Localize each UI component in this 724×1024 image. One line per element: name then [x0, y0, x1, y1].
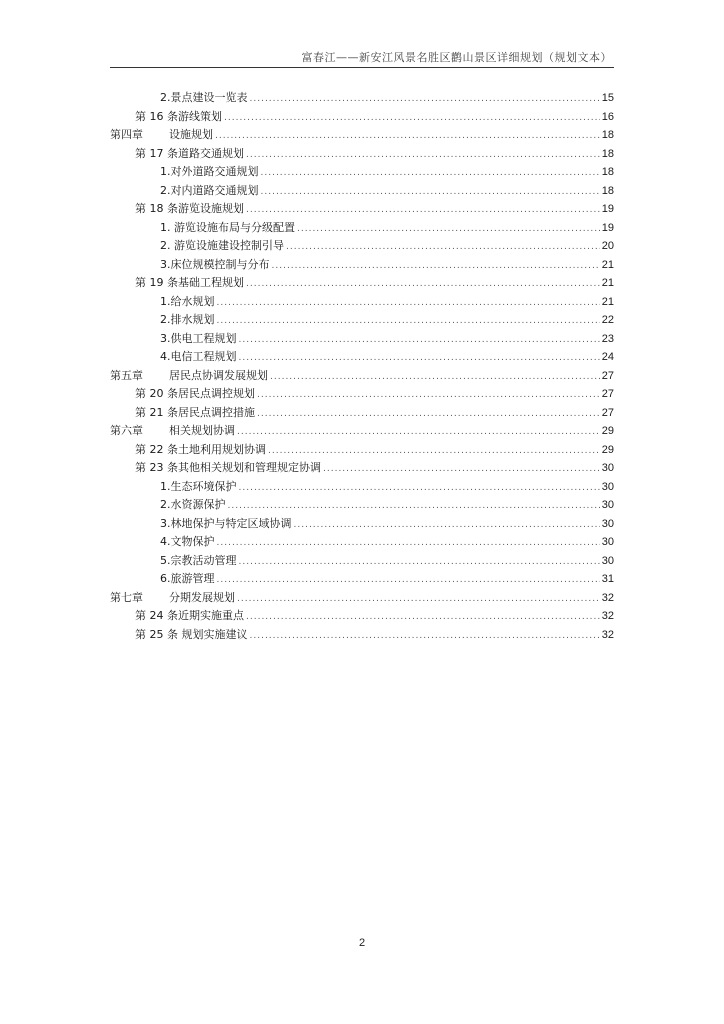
toc-chapter-title: 相关规划协调 [169, 424, 235, 437]
dot-leader [250, 627, 600, 646]
toc-entry-number: 第 17 条道路交通规划 [135, 146, 244, 160]
toc-entry-number: 第六章 [110, 424, 143, 437]
toc-entry-label [110, 274, 246, 293]
dot-leader [246, 201, 600, 220]
toc-page-number: 30 [601, 499, 614, 511]
toc-entry-label [110, 293, 217, 312]
toc-entry-number: 5.宗教活动管理 [160, 553, 237, 567]
toc-page-number: 23 [601, 332, 614, 345]
toc-entry[interactable] [110, 496, 614, 515]
toc-page-number: 18 [601, 166, 614, 178]
toc-entry-label [110, 570, 217, 589]
toc-entry[interactable] [110, 274, 614, 293]
toc-page-number: 27 [601, 406, 614, 419]
toc-page-number: 18 [601, 129, 614, 141]
toc-entry-label [110, 607, 246, 626]
toc-entry-number: 第七章 [110, 590, 143, 604]
toc-entry[interactable] [110, 552, 614, 571]
header-rule [110, 67, 614, 68]
toc-page-number: 21 [601, 295, 614, 308]
toc-page-number: 30 [601, 462, 614, 474]
toc-chapter-title: 设施规划 [169, 128, 213, 141]
toc-entry-number: 2.水资源保护 [160, 498, 226, 511]
dot-leader [237, 423, 600, 442]
dot-leader [217, 294, 600, 313]
toc-entry-label [110, 330, 239, 349]
dot-leader [224, 109, 600, 128]
toc-page-number: 30 [601, 517, 614, 530]
dot-leader [215, 127, 600, 146]
dot-leader [250, 90, 600, 109]
toc-entry-number: 2.景点建设一览表 [160, 91, 248, 104]
toc-page-number: 27 [601, 369, 614, 382]
toc-entry-number: 第 19 条基础工程规划 [135, 276, 244, 289]
dot-leader [246, 608, 600, 627]
toc-page-number: 18 [601, 147, 614, 160]
toc-page-number: 30 [601, 554, 614, 567]
dot-leader [246, 146, 600, 165]
toc-entry-label [110, 163, 261, 182]
toc-entry[interactable] [110, 607, 614, 626]
toc-page-number: 24 [601, 351, 614, 363]
toc-page-number: 29 [601, 425, 614, 437]
toc-entry-number: 第四章 [110, 128, 143, 141]
toc-entry[interactable] [110, 256, 614, 275]
dot-leader [217, 571, 600, 590]
toc-page-number: 21 [601, 277, 614, 289]
toc-entry[interactable] [110, 145, 614, 164]
dot-leader [257, 386, 600, 405]
toc-entry[interactable] [110, 330, 614, 349]
dot-leader [261, 183, 600, 202]
toc-page-number: 32 [601, 628, 614, 641]
toc-entry-number: 第 24 条近期实施重点 [135, 609, 244, 622]
toc-entry-label [110, 237, 286, 256]
toc-entry-label [110, 311, 217, 330]
toc-entry-number: 第 23 条其他相关规划和管理规定协调 [135, 461, 321, 474]
dot-leader [272, 257, 600, 276]
toc-entry-number: 第 16 条游线策划 [135, 109, 222, 123]
dot-leader [217, 312, 600, 331]
toc-entry[interactable] [110, 367, 614, 386]
toc-entry-number: 1.给水规划 [160, 294, 215, 308]
toc-entry-label [110, 200, 246, 219]
toc-entry-label [110, 589, 237, 608]
toc-entry-number: 1.生态环境保护 [160, 479, 237, 493]
running-header: 富春江——新安江风景名胜区鹳山景区详细规划（规划文本） [301, 51, 612, 64]
dot-leader [239, 331, 600, 350]
toc-page-number: 19 [601, 203, 614, 215]
dot-leader [270, 368, 600, 387]
toc-entry-label [110, 496, 228, 515]
toc-page-number: 31 [601, 573, 614, 585]
toc-entry-label [110, 145, 246, 164]
toc-entry-number: 第 21 条居民点调控措施 [135, 405, 255, 419]
toc-entry[interactable] [110, 89, 614, 108]
toc-page-number: 21 [601, 258, 614, 271]
toc-entry-label [110, 367, 270, 386]
toc-page-number: 32 [601, 610, 614, 622]
dot-leader [261, 164, 600, 183]
dot-leader [297, 220, 600, 239]
toc-entry-number: 3.床位规模控制与分布 [160, 257, 270, 271]
table-of-contents [110, 89, 614, 644]
toc-entry[interactable] [110, 182, 614, 201]
toc-page-number: 15 [601, 92, 614, 104]
toc-entry-label [110, 478, 239, 497]
page-number: 2 [358, 937, 366, 949]
toc-entry-number: 3.林地保护与特定区域协调 [160, 516, 292, 530]
toc-entry[interactable] [110, 533, 614, 552]
toc-entry-label [110, 182, 261, 201]
toc-entry-label [110, 459, 323, 478]
dot-leader [294, 516, 600, 535]
toc-chapter-title: 居民点协调发展规划 [169, 368, 268, 382]
toc-entry[interactable] [110, 237, 614, 256]
toc-page-number: 19 [601, 221, 614, 234]
toc-entry-number: 第五章 [110, 368, 143, 382]
toc-entry[interactable] [110, 459, 614, 478]
dot-leader [239, 479, 600, 498]
toc-entry[interactable] [110, 219, 614, 238]
dot-leader [268, 442, 600, 461]
toc-page-number: 32 [601, 591, 614, 604]
toc-entry[interactable] [110, 385, 614, 404]
dot-leader [228, 497, 600, 516]
toc-page-number: 20 [601, 240, 614, 252]
toc-entry-label [110, 385, 257, 404]
toc-entry[interactable] [110, 163, 614, 182]
toc-entry-label [110, 441, 268, 460]
toc-entry-number: 1. 游览设施布局与分级配置 [160, 220, 295, 234]
toc-page-number: 16 [601, 110, 614, 123]
toc-page-number: 27 [601, 388, 614, 400]
toc-page-number: 29 [601, 443, 614, 456]
dot-leader [217, 534, 600, 553]
toc-entry-label [110, 256, 272, 275]
toc-entry-number: 6.旅游管理 [160, 572, 215, 585]
toc-entry-label [110, 219, 297, 238]
toc-entry-label [110, 515, 294, 534]
toc-entry-number: 第 20 条居民点调控规划 [135, 387, 255, 400]
dot-leader [239, 349, 600, 368]
toc-entry[interactable] [110, 478, 614, 497]
toc-entry[interactable] [110, 589, 614, 608]
toc-entry-label [110, 404, 257, 423]
toc-entry[interactable] [110, 626, 614, 645]
toc-entry-number: 1.对外道路交通规划 [160, 165, 259, 178]
toc-entry-label [110, 533, 217, 552]
dot-leader [239, 553, 600, 572]
toc-chapter-title: 分期发展规划 [169, 590, 235, 604]
toc-entry[interactable] [110, 404, 614, 423]
toc-entry[interactable] [110, 348, 614, 367]
dot-leader [286, 238, 600, 257]
toc-entry-number: 2.排水规划 [160, 313, 215, 326]
dot-leader [237, 590, 600, 609]
toc-entry[interactable] [110, 108, 614, 127]
toc-entry[interactable] [110, 293, 614, 312]
toc-entry-label [110, 348, 239, 367]
toc-entry[interactable] [110, 441, 614, 460]
toc-entry-number: 3.供电工程规划 [160, 331, 237, 345]
toc-page-number: 30 [601, 480, 614, 493]
toc-page-number: 30 [601, 536, 614, 548]
toc-entry-number: 第 25 条 规划实施建议 [135, 627, 248, 641]
toc-entry-label [110, 89, 250, 108]
toc-entry-number: 2. 游览设施建设控制引导 [160, 239, 284, 252]
toc-page-number: 22 [601, 314, 614, 326]
dot-leader [246, 275, 600, 294]
toc-entry-number: 4.电信工程规划 [160, 350, 237, 363]
toc-entry-label [110, 626, 250, 645]
toc-entry-label [110, 108, 224, 127]
toc-entry[interactable] [110, 515, 614, 534]
toc-entry-number: 4.文物保护 [160, 535, 215, 548]
dot-leader [323, 460, 600, 479]
toc-page-number: 18 [601, 184, 614, 197]
toc-entry[interactable] [110, 422, 614, 441]
toc-entry[interactable] [110, 311, 614, 330]
toc-entry-number: 第 18 条游览设施规划 [135, 202, 244, 215]
toc-entry-label [110, 552, 239, 571]
toc-entry-label [110, 422, 237, 441]
toc-entry[interactable] [110, 126, 614, 145]
dot-leader [257, 405, 600, 424]
toc-entry[interactable] [110, 200, 614, 219]
toc-entry-number: 第 22 条土地利用规划协调 [135, 442, 266, 456]
toc-entry-number: 2.对内道路交通规划 [160, 183, 259, 197]
toc-entry[interactable] [110, 570, 614, 589]
toc-entry-label [110, 126, 215, 145]
